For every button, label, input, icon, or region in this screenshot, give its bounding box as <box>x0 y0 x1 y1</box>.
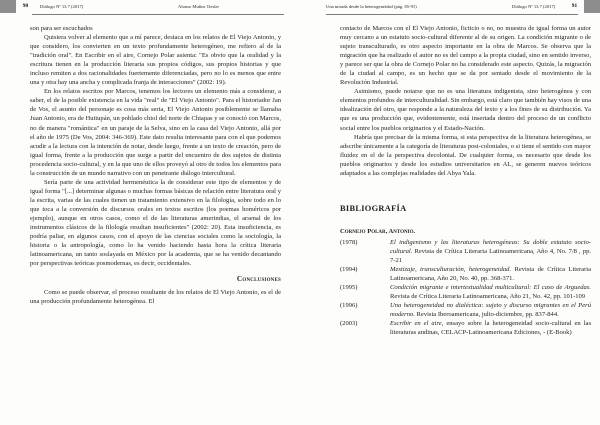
conclusion-paragraph: Como se puede observar, el proceso resultante de los relatos de El Viejo Antonio, es el de una producción profundamente heterogénea. El <box>30 289 281 306</box>
right-running-head-title: Una mirada desde la heterogeneidad (pág. 85-91) <box>326 4 417 9</box>
bibliography-year: (1994) <box>340 266 358 274</box>
left-head-rule <box>32 14 284 15</box>
left-running-head <box>0 0 300 13</box>
bibliography-details: ensayo sobre la heterogeneidad socio-cultural en las literaturas andinas, CELACP-Latinoamericana Ediciones, - (E-Book) <box>390 320 591 337</box>
body-paragraph: son para ser escuchados <box>30 25 93 32</box>
body-paragraph: Asimismo, puede notarse que no es una literatura indigenista, sino heterogénea y con elementos profundos de interculturalidad. Sin embargo, está claro que también hay visos de una idealización del otro, que responde a la naturaleza del texto y a los fines de su distribución. Ya que es una producción que, evidentemente, está insertada dentro del proceso de un conflicto social entre los pueblos originarios y el Estado-Nación. <box>340 88 591 132</box>
bibliography-text <box>390 283 591 301</box>
body-paragraph: Quisiera volver al elemento que a mí parece, destaca en los relatos de El Viejo Antonio, y que considero, los convierten en un texto profundamente heterogéneo, me refiero al de la "tradición oral". En Escribir en el aire, Cornejo Polar asienta: "Es obvio que la oralidad y la escritura tienen en la producción literaria sus propios códigos, sus propios historias y que incluso remiten a dos racionalidades fuertemente diferenciadas, pero no lo es menos que entre una y otra hay una ancha y complicada franja de interacciones" (2002: 19). <box>30 34 281 87</box>
bibliography-details: Revista Iberoamericana, julio-diciembre, pp. 837-844. <box>414 311 559 319</box>
bibliography-details: Revista de Crítica Literaria Latinoamericana, Año 20, No. 40, pp. 368-371. <box>390 266 591 283</box>
bibliography-entry <box>340 283 591 301</box>
bibliography-text <box>390 265 591 283</box>
bibliography-entry <box>340 265 591 283</box>
left-edge-bar <box>0 0 16 13</box>
right-page-number: 91 <box>571 3 578 9</box>
bibliography-work-title: Una heterogeneidad no dialéctica: sujeto y discurso migrantes en el Perú moderno. <box>390 302 591 319</box>
left-page-number: 90 <box>22 3 29 9</box>
bibliography-text <box>390 238 591 265</box>
bibliography-year: (1996) <box>340 302 358 310</box>
bibliography-work-title: El indigenismo y las literaturas heterogéneas: Su doble estatuto socio-cultural. <box>390 238 591 255</box>
bibliography-year: (2003) <box>340 320 358 328</box>
right-edge-bar <box>584 0 600 13</box>
bibliography-details: Revista de Crítica Literaria Latinoamericana, Año 21, No. 42, pp. 101-109 <box>390 293 586 301</box>
body-paragraph: contacto de Marcos con el El Viejo Antonio, ficticio o no, no muestra de igual forma un autor muy cercano a un estatuto socio-cultural diferente al de su origen. La condición migrante o de sujeto transculturado, es otro aspecto importante en la obra de Marcos. Se observa que la migración que ha realizado el autor no es del campo a la propia ciudad, sino en sentido inverso, y parece ser que la obra de Cornejo Polar no ha considerado este aspecto. Quizás, la migración de la ciudad al campo, es un hecho que se da por sentado desde el movimiento de la Revolución Industrial. <box>340 25 591 87</box>
bibliography-entry <box>340 301 591 319</box>
bibliography-heading: BIBLIOGRAFÍA <box>340 203 407 213</box>
left-running-head-author: Alonso Muñoz Tiesler <box>178 4 220 9</box>
bibliography-entry <box>340 319 591 337</box>
left-running-head-journal: Diálogo Nº 13.7 (2017) <box>40 4 84 9</box>
right-running-head <box>300 0 600 13</box>
bibliography-details: Revista de Crítica Literaria Latinoamericana, Año 4, No. 7/8 , pp. 7-21 <box>390 247 591 264</box>
bibliography-year: (1978) <box>340 238 358 246</box>
right-page <box>300 0 600 425</box>
body-paragraph: Sería parte de una actividad hermenéutica la de considerar este tipo de elementos y de igual forma "[...] determinar algunas o muchas formas básicas de relación entre literatura oral y la escrita, varias de las cuales tienen un tratamiento extensivo en la filología, sobre todo en lo que toca a la conversión de discursos orales en textos escritos (los poemas homéricos por ejemplo), aunque en otros casos, como el de las literaturas amerindias, el arsenal de los instrumentos clásicos de la filología resultan insuficientes" (2002: 20). Esta insuficiencia, es podría paliar, en algunos casos, con el apoyo de las ciencias sociales como la sociología, la historia o la antropología, como lo ha venido haciendo hasta hora la crítica literaria latinoamericana, un tanto soslayada en México por la academia, que se ha venido decantando por perspectivas teóricas posmodernas, es decir, occidentales. <box>30 178 281 268</box>
bibliography-entry <box>340 238 591 265</box>
bibliography-text <box>390 319 591 337</box>
body-paragraph: Habría que precisar de la misma forma, si esta perspectiva de la literatura heterogénea, se adscribe únicamente a la categoría de literaturas post-coloniales, o si tiene el sentido con mayor fluidez en el de la perspectiva decolonial. De cualquier forma, es necesario que desde los pueblos originarios y desde los estudios universitarios en AL, se generen nuevos teóricos adaptados a las complejas realidades del Abya Yala. <box>340 133 591 177</box>
bibliography-year: (1995) <box>340 284 358 292</box>
bibliography-text <box>390 301 591 319</box>
bibliography-work-title: Mestizaje, transculturación, heterogeneidad. <box>390 266 512 274</box>
section-heading-conclusiones: Conclusiones <box>236 274 281 284</box>
right-head-rule <box>326 14 578 15</box>
bibliography-author: Cornejo Polar, Antonio. <box>340 227 416 235</box>
bibliography-work-title: Escribir en el aire, <box>390 320 444 328</box>
right-body-column <box>340 24 591 337</box>
left-body-column <box>30 24 281 306</box>
bibliography-work-title: Condición migrante e intertextualidad multicultural: El caso de Arguedas. <box>390 284 591 292</box>
right-running-head-journal: Diálogo Nº 13.7 (2017) <box>512 4 556 9</box>
body-paragraph: En los relatos escritos por Marcos, tenemos los lectores un elemento más a considerar, a saber, el de la posible existencia en la vida "real" de "El Viejo Antonio". Para el historiador Jan de Vos, el asunto del personaje es cosa más seria, El Viejo Antonio posiblemente se llamaba Juan Antonio, era de Huitupán, un poblado chiol del norte de Chiapas y se conoció con Marcos, no de manera "romántica" en un paraje de la Selva, sino en la casa del Viejo Antonio, allá por el año de 1975 (De Vos, 2004: 346-369). Este dato resulta interesante para con el que podemos acudir a la lectura con la intención de notar, desde luego, frente a un texto de creación, pero de igual forma, frente a la producción que surge a partir del encuentro de dos sujetos de distinta procedencia socio-cultural, y en la que uno de ellos proveyó al otro de todos los elementos para la construcción de un mundo narrativo con un penetrante diálogo intercultural. <box>30 88 281 177</box>
